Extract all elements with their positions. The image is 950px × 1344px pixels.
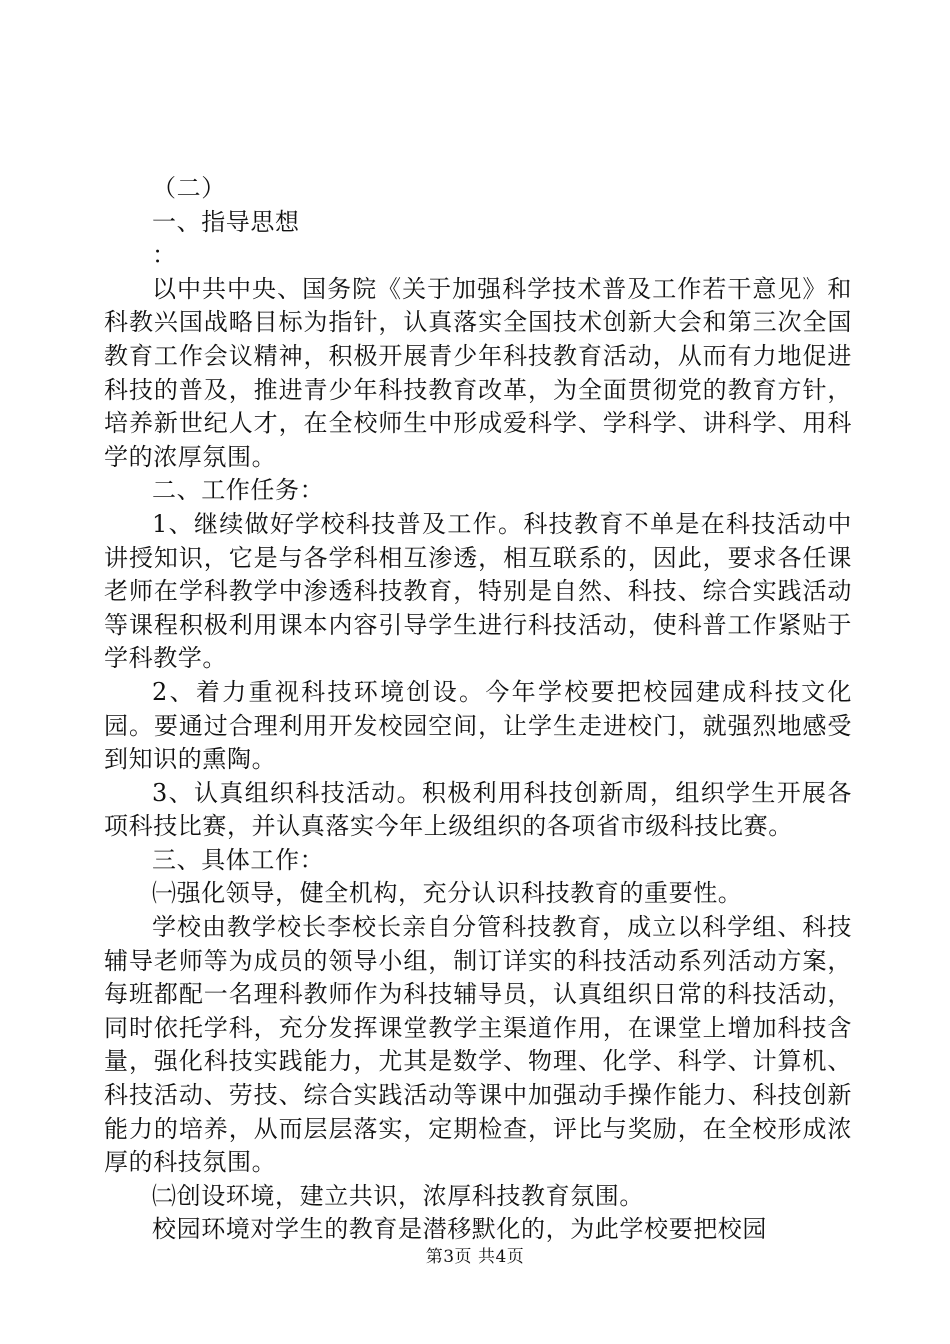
specific-item-2-title: ㈡创设环境，建立共识，浓厚科技教育氛围。	[152, 1181, 644, 1210]
section-marker: （二）	[152, 174, 226, 202]
specific-item-1-title: ㈠强化领导，健全机构，充分认识科技教育的重要性。	[152, 879, 743, 908]
paragraph-guiding-ideology: 以中共中央、国务院《关于加强科学技术普及工作若干意见》和科教兴国战略目标为指针，认真落实全国技术创新大会和第三次全国教育工作会议精神，积极开展青少年科技教育活动，从而有力地促进科技的普及，推进青少年科技教育改革，为全面贯彻党的教育方针，培养新世纪人才，在全校师生中形成爱科学、学科学、讲科学、用科学的浓厚氛围。	[104, 274, 852, 471]
heading-guiding-ideology: 一、指导思想	[152, 207, 300, 236]
heading-specific-work: 三、具体工作：	[152, 845, 325, 874]
task-item-3: 3、认真组织科技活动。积极利用科技创新周，组织学生开展各项科技比赛，并认真落实今年上级组织的各项省市级科技比赛。	[104, 778, 852, 841]
specific-item-1-body: 学校由教学校长李校长亲自分管科技教育，成立以科学组、科技辅导老师等为成员的领导小组，制订详实的科技活动系列活动方案，每班都配一名理科教师作为科技辅导员，认真组织日常的科技活动，同时依托学科，充分发挥课堂教学主渠道作用，在课堂上增加科技含量，强化科技实践能力，尤其是数学、物理、化学、科学、计算机、科技活动、劳技、综合实践活动等课中加强动手操作能力、科技创新能力的培养，从而层层落实，定期检查，评比与奖励，在全校形成浓厚的科技氛围。	[104, 913, 852, 1177]
heading-work-tasks: 二、工作任务：	[152, 476, 325, 505]
task-item-2: 2、着力重视科技环境创设。今年学校要把校园建成科技文化园。要通过合理利用开发校园空间，让学生走进校门，就强烈地感受到知识的熏陶。	[104, 677, 852, 774]
specific-item-2-body: 校园环境对学生的教育是潜移默化的，为此学校要把校园	[152, 1215, 767, 1244]
document-body	[104, 172, 852, 1247]
heading-colon: ：	[152, 241, 177, 270]
page-number-footer: 第3页 共4页	[425, 1247, 525, 1267]
task-item-1: 1、继续做好学校科技普及工作。科技教育不单是在科技活动中讲授知识，它是与各学科相互渗透，相互联系的，因此，要求各任课老师在学科教学中渗透科技教育，特别是自然、科技、综合实践活动等课程积极利用课本内容引导学生进行科技活动，使科普工作紧贴于学科教学。	[104, 509, 852, 673]
